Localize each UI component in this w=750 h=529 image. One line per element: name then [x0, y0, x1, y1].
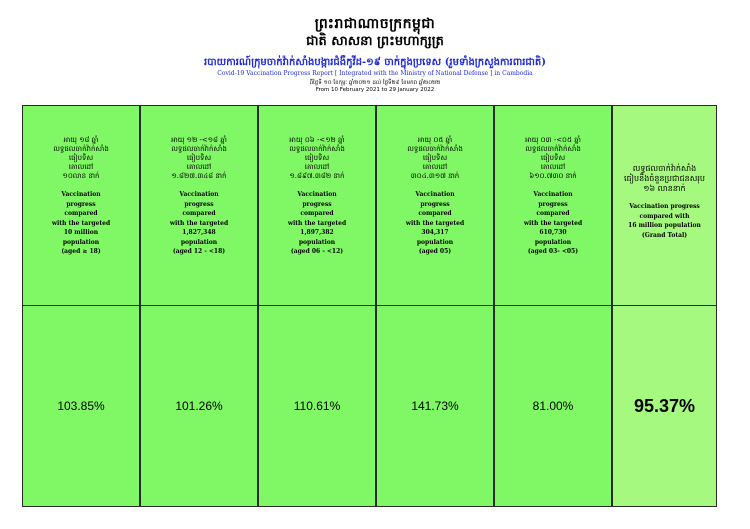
percent-value: 81.00%	[532, 399, 574, 413]
date-range-en: From 10 February 2021 to 29 January 2022	[315, 87, 435, 93]
percent-cell	[376, 306, 494, 507]
percent-cell	[494, 306, 612, 507]
percent-cell	[258, 306, 376, 507]
column-header	[494, 105, 612, 306]
english-description: Vaccination progress compared with the targeted 1,827,348 population (aged 12 - <18)	[169, 191, 229, 255]
english-description: Vaccination progress compared with the targeted 304,317 population (aged 05)	[405, 191, 465, 255]
column-aged-12-18	[140, 105, 258, 507]
percent-cell	[22, 306, 140, 507]
percent-value: 101.26%	[175, 399, 223, 413]
khmer-description: អាយុ ០៥ ឆ្នាំ លទ្ធផលចាក់វ៉ាក់សាំង ធៀបទិស គោលដៅ ៣០៤.៣១៧ នាក់	[407, 136, 463, 180]
progress-table	[22, 105, 717, 507]
khmer-description: អាយុ ០៦ -<១២ ឆ្នាំ លទ្ធផលចាក់វ៉ាក់សាំង ធៀបទិស គោលដៅ ១.៨៩៧.៣៨២ នាក់	[289, 136, 345, 180]
grand-total-percent: 95.37%	[633, 395, 696, 416]
column-header	[140, 105, 258, 306]
english-description: Vaccination progress compared with the targeted 610,730 population (aged 03- <05)	[523, 191, 583, 255]
report-title-en: Covid-19 Vaccination Progress Report [ Integrated with the Ministry of National Defense ] in Cambodia	[217, 70, 533, 77]
column-header	[612, 105, 717, 306]
column-header	[376, 105, 494, 306]
khmer-description: អាយុ ១២ -<១៨ ឆ្នាំ លទ្ធផលចាក់វ៉ាក់សាំង ធៀបទិស គោលដៅ ១.៨២៧.៣៤៨ នាក់	[171, 136, 227, 180]
percent-value: 103.85%	[57, 399, 105, 413]
motto: ជាតិ សាសនា ព្រះមហាក្សត្រ	[306, 34, 444, 49]
column-aged-06-12	[258, 105, 376, 507]
english-description: Vaccination progress compared with the targeted 1,897,382 population (aged 06 - <12)	[287, 191, 347, 255]
column-aged-18-plus	[22, 105, 140, 507]
percent-value: 141.73%	[411, 399, 459, 413]
percent-cell	[140, 306, 258, 507]
english-description: Vaccination progress compared with the targeted 10 million population (aged ≥ 18)	[51, 191, 111, 255]
column-grand-total	[612, 105, 717, 507]
khmer-description: អាយុ ០៣ -<០៥ ឆ្នាំ លទ្ធផលចាក់វ៉ាក់សាំង ធៀបទិស គោលដៅ ៦១០.៧៣០ នាក់	[525, 136, 581, 180]
kingdom-title: ព្រះរាជាណាចក្រកម្ពុជា	[314, 16, 436, 32]
date-range-km: ពីថ្ងៃទី ១០ ខែកុម្ភៈ ឆ្នាំ២០២១ ដល់ ថ្ងៃទី២៩ ខែមករា ឆ្នាំ២០២២	[309, 80, 441, 86]
column-aged-03-05	[494, 105, 612, 507]
khmer-description: លទ្ធផលចាក់វ៉ាក់សាំង ធៀបនឹងចំនួនប្រជាជនសរុប ១៦ លាននាក់	[624, 164, 705, 193]
percent-value: 110.61%	[293, 399, 341, 413]
column-aged-05	[376, 105, 494, 507]
column-header	[22, 105, 140, 306]
khmer-description: អាយុ ១៨ ឆ្នាំ លទ្ធផលចាក់វ៉ាក់សាំង ធៀបទិស គោលដៅ ១០លាន នាក់	[53, 136, 109, 180]
percent-cell	[612, 306, 717, 507]
report-title-km: របាយការណ៍ក្រុមចាក់វ៉ាក់សាំងបង្ការជំងឺកូវីដ-១៩ ចាក់ក្នុងប្រទេស (រួមទាំងក្រសួងការពារជាតិ)	[203, 57, 546, 68]
column-header	[258, 105, 376, 306]
english-description: Vaccination progress compared with 16 million population (Grand Total)	[628, 203, 701, 239]
